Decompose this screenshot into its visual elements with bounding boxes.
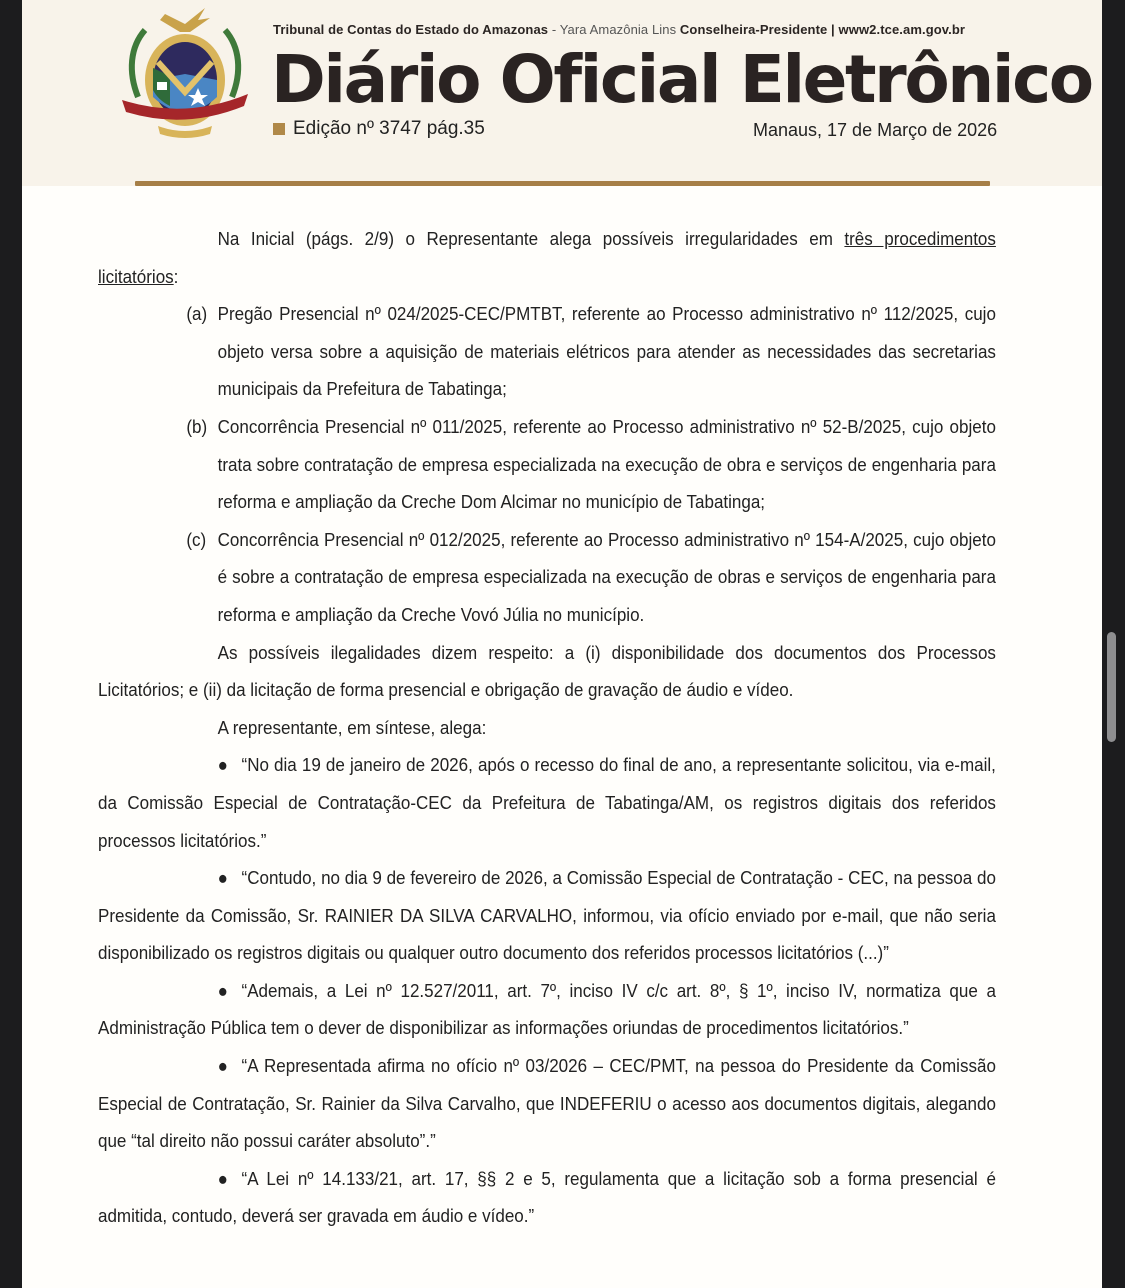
header-divider [135,181,990,186]
bullet-text: “A Lei nº 14.133/21, art. 17, §§ 2 e 5, regulamenta que a licitação sob a forma presencial é admitida, contudo, deverá ser gravada em áudio e vídeo.” [98,1167,996,1227]
bullet-text: “No dia 19 de janeiro de 2026, após o recesso do final de ano, a representante solicitou, via e-mail, da Comissão Especial de Contratação-CEC da Prefeitura de Tabatinga/AM, os registros digitais dos referidos processos licitatórios.” [98,754,996,851]
bullet-icon: ● [217,979,228,1001]
list-item [98,408,996,521]
item-text: Concorrência Presencial nº 011/2025, referente ao Processo administrativo nº 52-B/2025, cujo objeto trata sobre contratação de empresa especializada na execução de obra e serviços de engenharia para reforma e ampliação da Creche Dom Alcimar no município de Tabatinga; [217,415,996,513]
summary-intro: A representante, em síntese, alega: [217,716,487,738]
bullet-item [98,972,996,1047]
item-text: Concorrência Presencial nº 012/2025, referente ao Processo administrativo nº 154-A/2025, cujo objeto é sobre a contratação de empresa especializada na execução de obras e serviços de engenharia para reforma e ampliação da Creche Vovó Júlia no município. [217,528,996,625]
bullet-icon: ● [217,754,228,776]
document-body [98,220,996,1235]
list-item [98,521,996,634]
scrollbar-thumb[interactable] [1107,632,1116,742]
item-label: (a) [186,303,208,325]
bullet-icon: ● [217,1167,228,1189]
website-link[interactable]: www2.tce.am.gov.br [838,22,966,37]
edition-number: Edição nº 3747 pág.35 [293,118,485,139]
intro-text: Na Inicial (págs. 2/9) o Representante alega possíveis irregularidades em [217,228,845,249]
intro-underlined-text: três procedimentos licitatórios [98,228,996,287]
edition-info [273,118,485,140]
illegalities-paragraph: As possíveis ilegalidades dizem respeito: a (i) disponibilidade dos documentos dos Processos Licitatórios; e (ii) da licitação de forma presencial e obrigação de gravação de áudio e vídeo. [98,641,996,701]
gold-square-icon [273,123,285,135]
intro-paragraph [98,220,996,295]
bullet-item [98,859,996,972]
document-page [22,0,1102,1288]
pipe-separator: | [827,22,839,37]
intro-colon: : [173,265,179,287]
list-item [98,295,996,408]
bullet-icon: ● [217,1055,228,1077]
separator: - [548,22,560,37]
bullet-item [98,1047,996,1160]
president-name: Yara Amazônia Lins [559,22,677,37]
bullet-text: “A Representada afirma no ofício nº 03/2026 – CEC/PMT, na pessoa do Presidente da Comissão Especial de Contratação, Sr. Rainier da Silva Carvalho, que INDEFERIU o acesso aos documentos digitais, alegando que “tal direito não possui caráter absoluto”.” [98,1055,996,1152]
bullet-text: “Ademais, a Lei nº 12.527/2011, art. 7º, inciso IV c/c art. 8º, § 1º, inciso IV, normatiza que a Administração Pública tem o dever de disponibilizar as informações oriundas de procedimentos licitatórios.” [98,979,996,1039]
item-text: Pregão Presencial nº 024/2025-CEC/PMTBT, referente ao Processo administrativo nº 112/2025, cujo objeto versa sobre a aquisição de materiais elétricos para atender as necessidades das secretarias municipais da Prefeitura de Tabatinga; [217,303,996,400]
item-label: (b) [186,415,208,437]
publication-date: Manaus, 17 de Março de 2026 [753,120,998,140]
bullet-item [98,1160,996,1235]
bullet-text: “Contudo, no dia 9 de fevereiro de 2026, a Comissão Especial de Contratação - CEC, na pessoa do Presidente da Comissão, Sr. RAINIER DA SILVA CARVALHO, informou, via ofício enviado por e-mail, que não seria disponibilizado os registros digitais ou qualquer outro documento dos referidos processos licitatórios (...)” [98,867,996,964]
org-name: Tribunal de Contas do Estado do Amazonas [273,22,549,37]
gazette-header [22,0,1102,186]
item-label: (c) [186,528,207,550]
gazette-title: Diário Oficial Eletrônico [271,41,1092,118]
president-role: Conselheira-Presidente [679,22,828,37]
bullet-item [98,746,996,859]
tce-am-seal-icon [110,2,260,144]
bullet-icon: ● [217,867,228,889]
header-info-line [273,22,965,37]
